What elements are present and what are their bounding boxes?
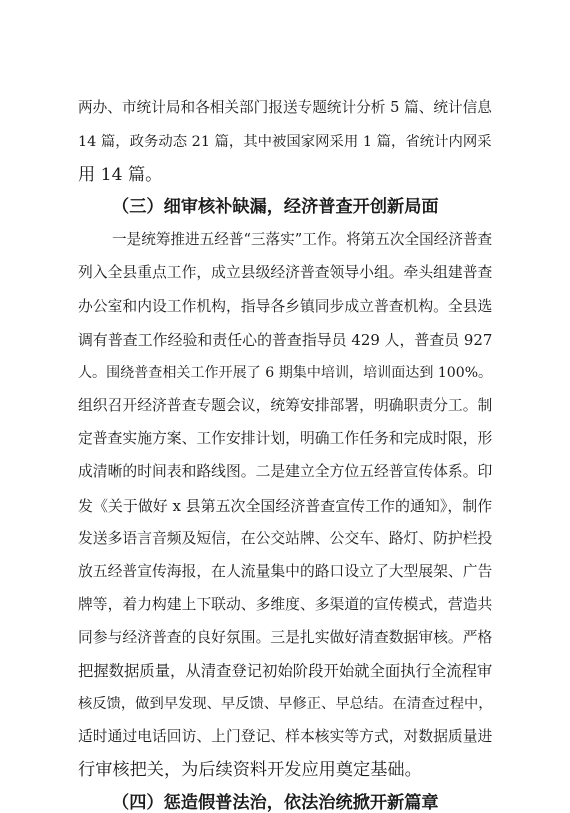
body-text-line: 人。围绕普查相关工作开展了 6 期集中培训，培训面达到 100%。 <box>78 365 493 381</box>
body-text-line: 办公室和内设工作机构，指导各乡镇同步成立普查机构。全县选 <box>78 298 493 315</box>
body-text-line: 14 篇，政务动态 21 篇，其中被国家网采用 1 篇，省统计内网采 <box>78 134 492 150</box>
body-text-line: 定普查实施方案、工作安排计划，明确工作任务和完成时限，形 <box>78 430 493 447</box>
body-text-line: 把握数据质量，从清查登记初始阶段开始就全面执行全流程审 <box>78 662 493 680</box>
body-text-line: 成清晰的时间表和路线图。二是建立全方位五经普宣传体系。印 <box>78 463 493 480</box>
body-text-line: 核反馈，做到早发现、早反馈、早修正、早总结。在清查过程中， <box>78 696 493 712</box>
body-text-line: 组织召开经济普查专题会议，统筹安排部署，明确职责分工。制 <box>78 397 493 414</box>
body-text-line: 两办、市统计局和各相关部门报送专题统计分析 5 篇、统计信息 <box>78 99 492 116</box>
body-text-line: 一是统筹推进五经普“三落实”工作。将第五次全国经济普查 <box>112 231 493 248</box>
section-heading-3: （三）细审核补缺漏，经济普查开创新局面 <box>112 197 439 217</box>
body-text-line: 同参与经济普查的良好氛围。三是扎实做好清查数据审核。严格 <box>78 629 493 646</box>
body-text-line: 牌等，着力构建上下联动、多维度、多渠道的宣传模式，营造共 <box>78 596 493 613</box>
body-text-line: 行审核把关，为后续资料开发应用奠定基础。 <box>78 760 422 780</box>
body-text-line: 用 14 篇。 <box>78 165 163 185</box>
body-text-line: 列入全县重点工作，成立县级经济普查领导小组。牵头组建普查 <box>78 264 493 281</box>
section-heading-4: （四）惩造假普法治，依法治统掀开新篇章 <box>112 793 439 813</box>
body-text-line: 发送多语言音频及短信，在公交站牌、公交车、路灯、防护栏投 <box>78 530 493 547</box>
body-text-line: 发《关于做好 x 县第五次全国经济普查宣传工作的通知》，制作 <box>78 497 493 515</box>
body-text-line: 调有普查工作经验和责任心的普查指导员 429 人，普查员 927 <box>78 331 493 349</box>
body-text-line: 放五经普宣传海报，在人流量集中的路口设立了大型展架、广告 <box>78 563 493 580</box>
body-text-line: 适时通过电话回访、上门登记、样本核实等方式，对数据质量进 <box>78 728 493 745</box>
